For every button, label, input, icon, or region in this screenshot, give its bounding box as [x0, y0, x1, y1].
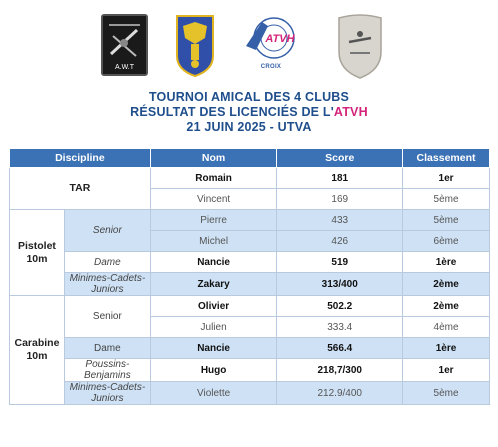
- atvh-logo: ATVH CROIX: [240, 12, 302, 74]
- title-line-2: RÉSULTAT DES LICENCIÉS DE L'ATVH: [130, 105, 368, 119]
- rank-cell: 2ème: [403, 273, 490, 296]
- rank-cell: 4ème: [403, 317, 490, 338]
- rank-cell: 1er: [403, 168, 490, 189]
- page-title: [0, 90, 498, 135]
- col-header-nom: Nom: [150, 149, 277, 168]
- discipline-cell: TAR: [10, 168, 151, 210]
- score-cell: 502.2: [277, 296, 403, 317]
- rank-cell: 5ème: [403, 189, 490, 210]
- col-header-classement: Classement: [403, 149, 490, 168]
- name-cell: Violette: [150, 382, 277, 405]
- score-cell: 433: [277, 210, 403, 231]
- rank-cell: 6ème: [403, 231, 490, 252]
- table-row: [10, 296, 490, 317]
- name-cell: Michel: [150, 231, 277, 252]
- category-cell: Minimes-Cadets-Juniors: [64, 382, 150, 405]
- rank-cell: 5ème: [403, 382, 490, 405]
- score-cell: 169: [277, 189, 403, 210]
- name-cell: Hugo: [150, 359, 277, 382]
- category-cell: Senior: [64, 210, 150, 252]
- croix-logo: [335, 12, 385, 80]
- table-row: [10, 382, 490, 405]
- name-cell: Olivier: [150, 296, 277, 317]
- rank-cell: 2ème: [403, 296, 490, 317]
- results-table: [9, 148, 490, 405]
- score-cell: 519: [277, 252, 403, 273]
- table-row: [10, 210, 490, 231]
- col-header-score: Score: [277, 149, 403, 168]
- name-cell: Nancie: [150, 338, 277, 359]
- score-cell: 313/400: [277, 273, 403, 296]
- title-line-3: 21 JUIN 2025 - UTVA: [186, 120, 312, 134]
- discipline-cell: Pistolet 10m: [10, 210, 65, 296]
- name-cell: Romain: [150, 168, 277, 189]
- name-cell: Zakary: [150, 273, 277, 296]
- score-cell: 181: [277, 168, 403, 189]
- logo-bar: [0, 10, 498, 82]
- category-cell: Minimes-Cadets-Juniors: [64, 273, 150, 296]
- score-cell: 212.9/400: [277, 382, 403, 405]
- rank-cell: 1ère: [403, 338, 490, 359]
- svg-text:A.W.T: A.W.T: [114, 64, 135, 71]
- col-header-discipline: Discipline: [10, 149, 151, 168]
- rank-cell: 1ère: [403, 252, 490, 273]
- title-line-1: TOURNOI AMICAL DES 4 CLUBS: [148, 90, 350, 104]
- table-row: [10, 168, 490, 189]
- svg-text:ATVH: ATVH: [265, 33, 295, 45]
- score-cell: 218,7/300: [277, 359, 403, 382]
- table-row: [10, 338, 490, 359]
- rank-cell: 5ème: [403, 210, 490, 231]
- awt-logo: [101, 14, 148, 76]
- table-row: [10, 252, 490, 273]
- name-cell: Vincent: [150, 189, 277, 210]
- name-cell: Julien: [150, 317, 277, 338]
- score-cell: 426: [277, 231, 403, 252]
- score-cell: 333.4: [277, 317, 403, 338]
- category-cell: Dame: [64, 252, 150, 273]
- category-cell: Poussins-Benjamins: [64, 359, 150, 382]
- name-cell: Pierre: [150, 210, 277, 231]
- club-name: ATVH: [333, 105, 368, 119]
- rank-cell: 1er: [403, 359, 490, 382]
- discipline-cell: Carabine 10m: [10, 296, 65, 405]
- table-row: [10, 359, 490, 382]
- category-cell: Senior: [64, 296, 150, 338]
- table-header-row: [10, 149, 490, 168]
- name-cell: Nancie: [150, 252, 277, 273]
- score-cell: 566.4: [277, 338, 403, 359]
- category-cell: Dame: [64, 338, 150, 359]
- table-row: [10, 273, 490, 296]
- blason-logo: [175, 14, 215, 78]
